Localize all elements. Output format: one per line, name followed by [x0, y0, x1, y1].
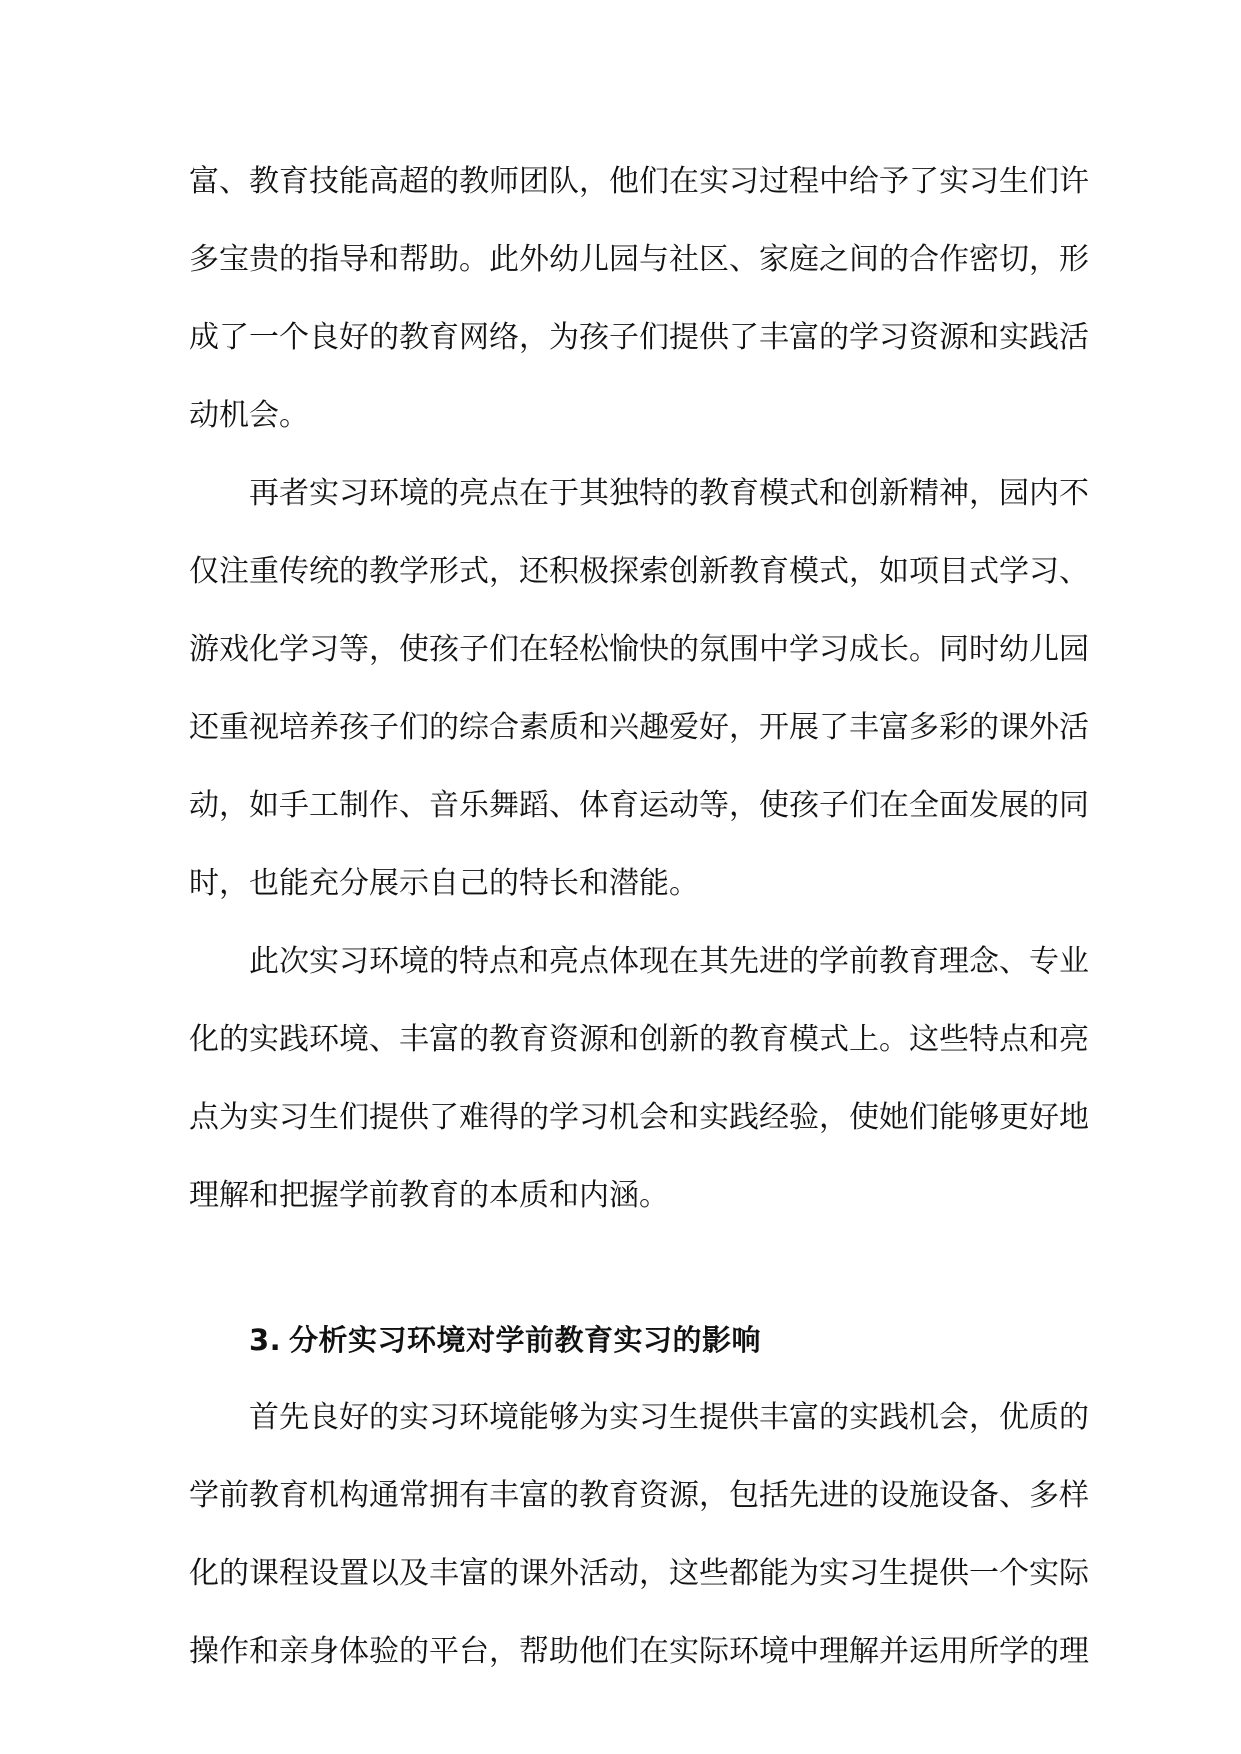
text-line: 动机会。 [189, 398, 309, 433]
paragraph-teacher-team [189, 143, 1089, 455]
paragraph-highlights [189, 455, 1089, 923]
body-text-column [189, 143, 1089, 1691]
text-line: 再者实习环境的亮点在于其独特的教育模式和创新精神，园内不 [249, 476, 1089, 511]
text-line: 动，如手工制作、音乐舞蹈、体育运动等，使孩子们在全面发展的同 [189, 788, 1089, 823]
paragraph-impact [189, 1379, 1089, 1691]
text-line: 游戏化学习等，使孩子们在轻松愉快的氛围中学习成长。同时幼儿园 [189, 632, 1089, 667]
text-line: 富、教育技能高超的教师团队，他们在实习过程中给予了实习生们许 [189, 164, 1089, 199]
text-line: 点为实习生们提供了难得的学习机会和实践经验，使她们能够更好地 [189, 1100, 1089, 1135]
text-line: 还重视培养孩子们的综合素质和兴趣爱好，开展了丰富多彩的课外活 [189, 710, 1089, 745]
section-heading [189, 1301, 1059, 1379]
section-spacer [189, 1235, 1059, 1301]
text-line: 化的课程设置以及丰富的课外活动，这些都能为实习生提供一个实际 [189, 1556, 1089, 1591]
text-line: 化的实践环境、丰富的教育资源和创新的教育模式上。这些特点和亮 [189, 1022, 1089, 1057]
section-title: 分析实习环境对学前教育实习的影响 [289, 1323, 762, 1357]
paragraph-summary [189, 923, 1089, 1235]
text-line: 操作和亲身体验的平台，帮助他们在实际环境中理解并运用所学的理 [189, 1634, 1089, 1669]
text-line: 学前教育机构通常拥有丰富的教育资源，包括先进的设施设备、多样 [189, 1478, 1089, 1513]
text-line: 多宝贵的指导和帮助。此外幼儿园与社区、家庭之间的合作密切，形 [189, 242, 1089, 277]
text-line: 理解和把握学前教育的本质和内涵。 [189, 1178, 669, 1213]
text-line: 仅注重传统的教学形式，还积极探索创新教育模式，如项目式学习、 [189, 554, 1089, 589]
text-line: 成了一个良好的教育网络，为孩子们提供了丰富的学习资源和实践活 [189, 320, 1089, 355]
section-number: 3. [249, 1323, 282, 1357]
text-line: 首先良好的实习环境能够为实习生提供丰富的实践机会，优质的 [249, 1400, 1089, 1435]
text-line: 此次实习环境的特点和亮点体现在其先进的学前教育理念、专业 [249, 944, 1089, 979]
text-line: 时，也能充分展示自己的特长和潜能。 [189, 866, 699, 901]
